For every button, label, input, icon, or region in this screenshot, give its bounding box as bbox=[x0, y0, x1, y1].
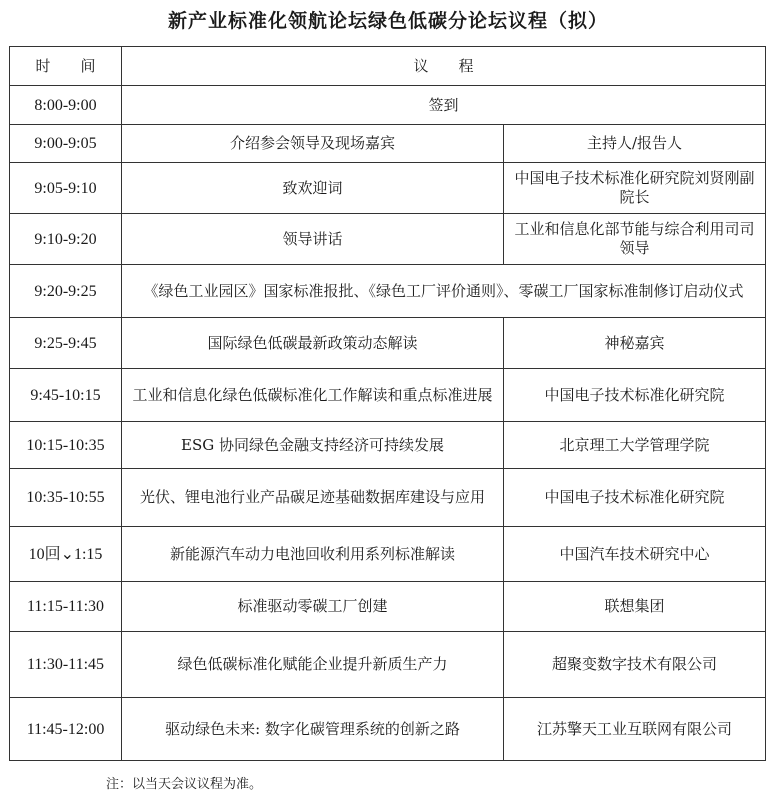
agenda-table bbox=[9, 46, 766, 761]
row-time: 9:05-9:10 bbox=[10, 163, 122, 214]
row-speaker: 北京理工大学管理学院 bbox=[504, 422, 766, 469]
row-topic: 新能源汽车动力电池回收利用系列标准解读 bbox=[122, 527, 504, 582]
row-time: 10回⌄1:15 bbox=[10, 527, 122, 582]
row-time: 9:45-10:15 bbox=[10, 369, 122, 422]
row-topic: 《绿色工业园区》国家标准报批、《绿色工厂评价通则》、零碳工厂国家标准制修订启动仪式 bbox=[122, 265, 766, 318]
table-row bbox=[10, 86, 766, 125]
row-speaker: 中国电子技术标准化研究院刘贤刚副院长 bbox=[504, 163, 766, 214]
table-header-row bbox=[10, 47, 766, 86]
row-time: 9:20-9:25 bbox=[10, 265, 122, 318]
row-speaker: 江苏擎天工业互联网有限公司 bbox=[504, 698, 766, 761]
table-row bbox=[10, 318, 766, 369]
table-row bbox=[10, 369, 766, 422]
table-row bbox=[10, 125, 766, 163]
row-speaker: 中国汽车技术研究中心 bbox=[504, 527, 766, 582]
row-topic: 标准驱动零碳工厂创建 bbox=[122, 582, 504, 632]
table-row bbox=[10, 163, 766, 214]
row-time: 9:00-9:05 bbox=[10, 125, 122, 163]
table-row bbox=[10, 422, 766, 469]
footnote: 注：以当天会议议程为准。 bbox=[106, 777, 263, 792]
row-topic: 国际绿色低碳最新政策动态解读 bbox=[122, 318, 504, 369]
row-topic: ESG 协同绿色金融支持经济可持续发展 bbox=[122, 422, 504, 469]
header-time: 时 间 bbox=[10, 47, 122, 86]
row-topic: 绿色低碳标准化赋能企业提升新质生产力 bbox=[122, 632, 504, 698]
row-speaker: 主持人/报告人 bbox=[504, 125, 766, 163]
page-title: 新产业标准化领航论坛绿色低碳分论坛议程（拟） bbox=[167, 10, 608, 32]
row-time: 10:35-10:55 bbox=[10, 469, 122, 527]
row-topic: 领导讲话 bbox=[122, 214, 504, 265]
row-time: 11:45-12:00 bbox=[10, 698, 122, 761]
row-speaker: 超聚变数字技术有限公司 bbox=[504, 632, 766, 698]
row-time: 11:15-11:30 bbox=[10, 582, 122, 632]
row-time: 9:10-9:20 bbox=[10, 214, 122, 265]
row-topic: 光伏、锂电池行业产品碳足迹基础数据库建设与应用 bbox=[122, 469, 504, 527]
row-speaker: 联想集团 bbox=[504, 582, 766, 632]
row-time: 8:00-9:00 bbox=[10, 86, 122, 125]
row-speaker: 工业和信息化部节能与综合利用司司领导 bbox=[504, 214, 766, 265]
table-row bbox=[10, 698, 766, 761]
row-speaker: 中国电子技术标准化研究院 bbox=[504, 369, 766, 422]
row-time: 9:25-9:45 bbox=[10, 318, 122, 369]
table-row bbox=[10, 214, 766, 265]
row-speaker: 神秘嘉宾 bbox=[504, 318, 766, 369]
row-time: 11:30-11:45 bbox=[10, 632, 122, 698]
row-topic: 介绍参会领导及现场嘉宾 bbox=[122, 125, 504, 163]
table-row bbox=[10, 582, 766, 632]
table-row bbox=[10, 265, 766, 318]
table-row bbox=[10, 527, 766, 582]
row-topic: 工业和信息化绿色低碳标准化工作解读和重点标准进展 bbox=[122, 369, 504, 422]
row-topic: 驱动绿色未来: 数字化碳管理系统的创新之路 bbox=[122, 698, 504, 761]
table-row bbox=[10, 469, 766, 527]
row-topic: 签到 bbox=[122, 86, 766, 125]
row-time: 10:15-10:35 bbox=[10, 422, 122, 469]
row-topic: 致欢迎词 bbox=[122, 163, 504, 214]
table-row bbox=[10, 632, 766, 698]
header-agenda: 议 程 bbox=[122, 47, 766, 86]
row-speaker: 中国电子技术标准化研究院 bbox=[504, 469, 766, 527]
